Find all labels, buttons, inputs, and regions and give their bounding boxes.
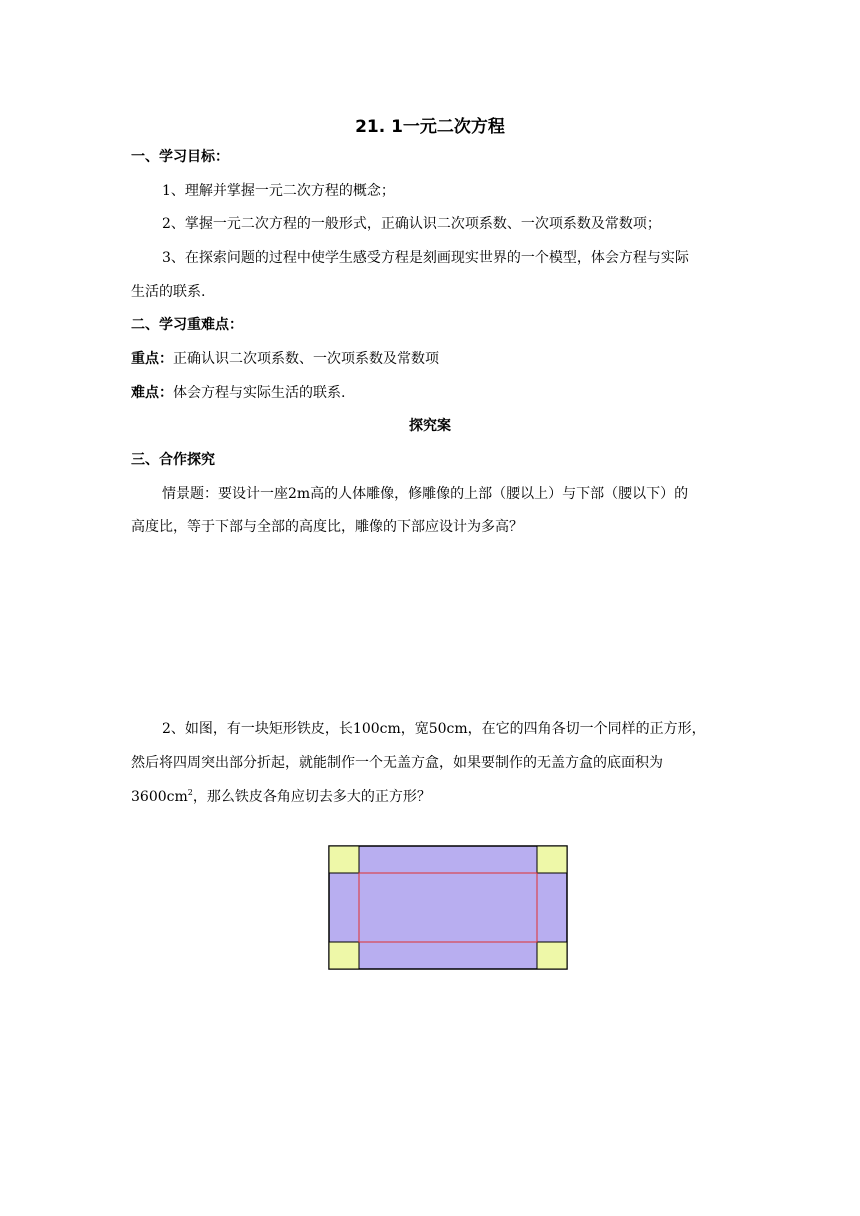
problem2-text: 2、如图，有一块矩形铁皮，长100cm，宽50cm，在它的四角各切一个同样的正方形， (162, 721, 706, 737)
objective-item: 生活的联系. (131, 284, 206, 300)
problem1-text: 情景题：要设计一座2m高的人体雕像，修雕像的上部（腰以上）与下部（腰以下）的 (162, 486, 689, 502)
corner-square-bottom-left (329, 942, 359, 969)
area-exponent: 2 (187, 788, 193, 797)
area-question: ，那么铁皮各角应切去多大的正方形？ (192, 789, 431, 805)
section1-heading: 一、学习目标： (131, 149, 229, 165)
section3-heading: 三、合作探究 (131, 452, 215, 468)
key-point-line (131, 349, 731, 369)
iron-sheet (329, 846, 567, 969)
objective-item: 1、理解并掌握一元二次方程的概念； (162, 183, 395, 199)
corner-square-top-right (537, 846, 567, 873)
section2-heading: 二、学习重难点： (131, 317, 243, 333)
iron-sheet-figure (328, 845, 568, 971)
key-point-text: 正确认识二次项系数、一次项系数及常数项 (173, 351, 439, 367)
objective-item: 3、在探索问题的过程中使学生感受方程是刻画现实世界的一个模型，体会方程与实际 (162, 250, 689, 266)
page-title: 21. 1一元二次方程 (355, 117, 505, 137)
corner-square-bottom-right (537, 942, 567, 969)
problem2-text: 然后将四周突出部分折起，就能制作一个无盖方盒，如果要制作的无盖方盒的底面积为 (131, 755, 663, 771)
area-value: 3600cm (131, 789, 188, 805)
difficult-point-text: 体会方程与实际生活的联系. (173, 385, 346, 401)
subtitle: 探究案 (409, 418, 451, 434)
difficult-point-line (131, 383, 731, 403)
corner-square-top-left (329, 846, 359, 873)
key-point-label: 重点： (131, 351, 173, 367)
problem1-text: 高度比，等于下部与全部的高度比，雕像的下部应设计为多高？ (131, 519, 523, 535)
difficult-point-label: 难点： (131, 385, 173, 401)
problem2-text (131, 787, 731, 807)
objective-item: 2、掌握一元二次方程的一般形式，正确认识二次项系数、一次项系数及常数项； (162, 216, 661, 232)
